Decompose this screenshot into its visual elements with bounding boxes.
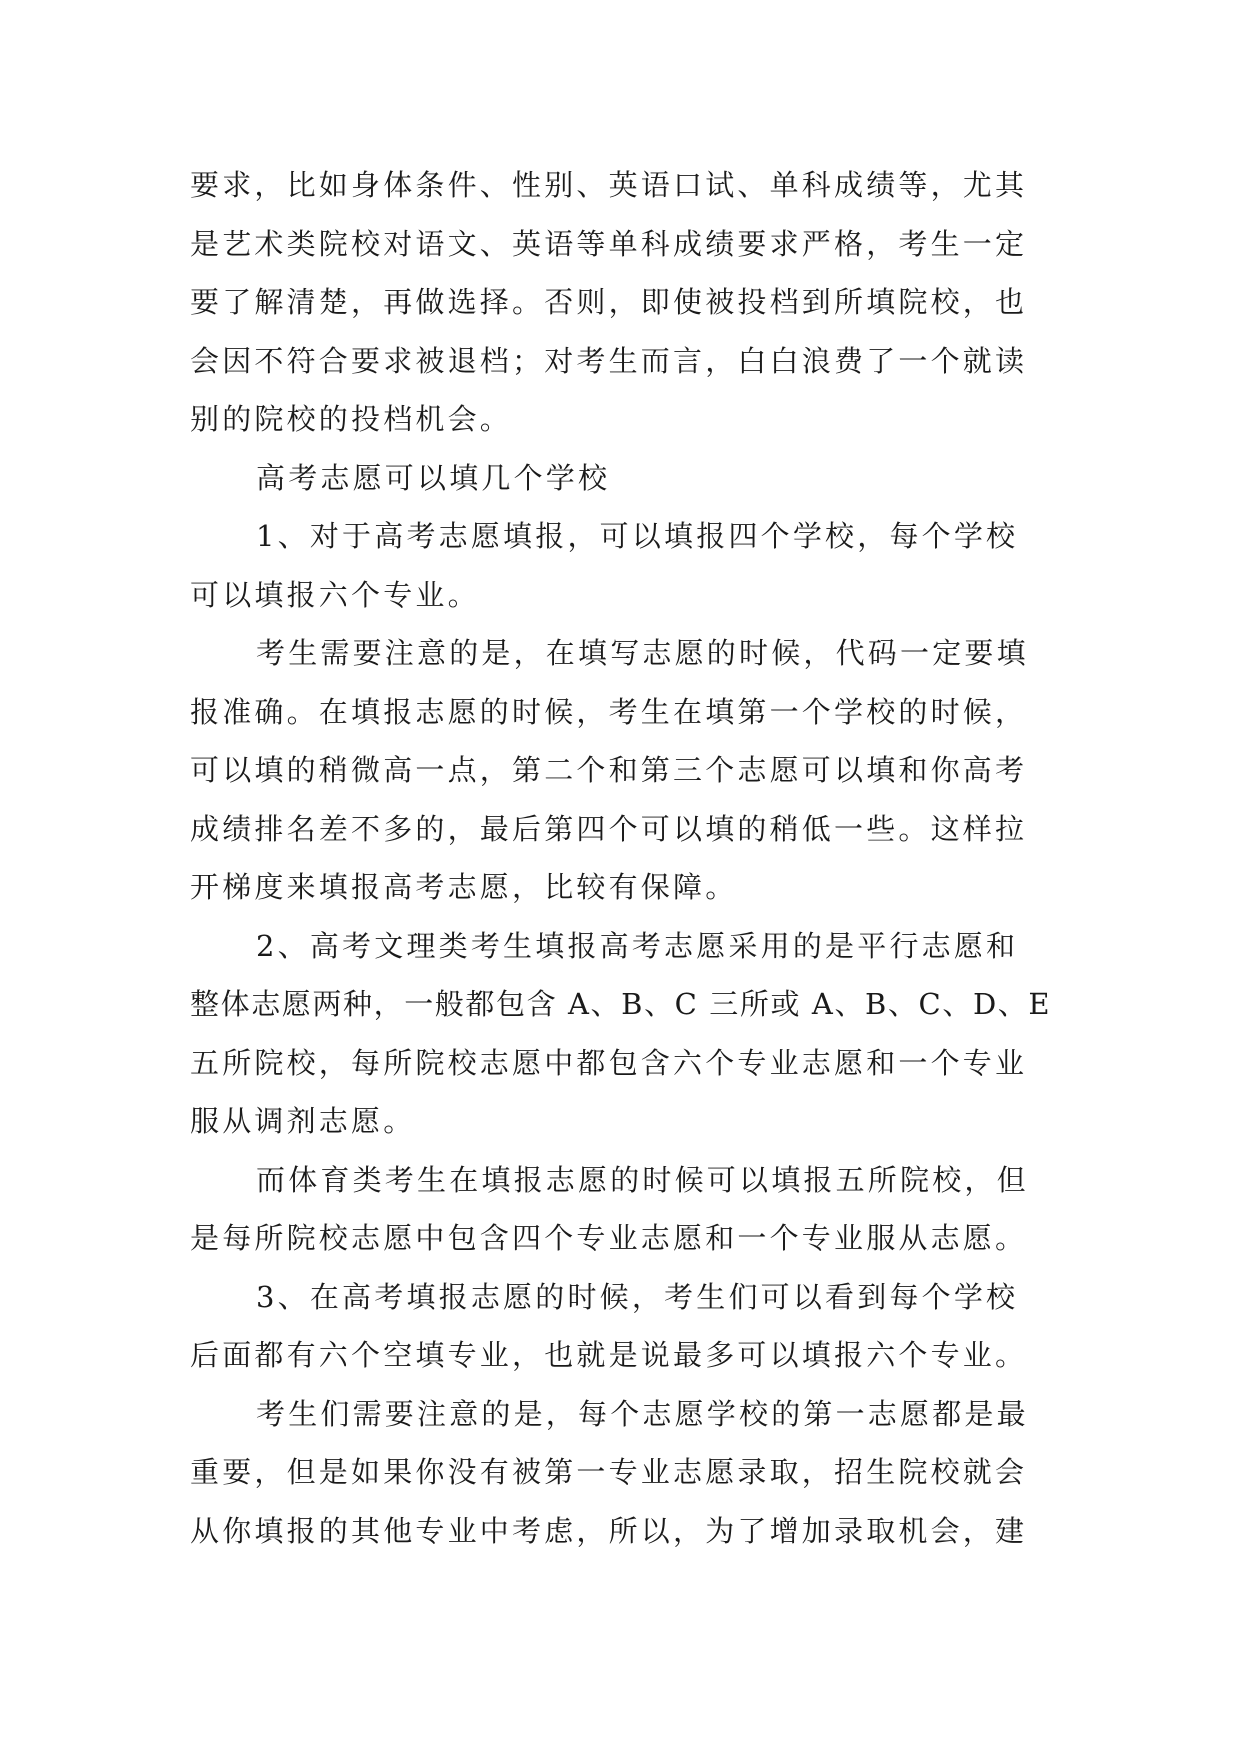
text-line: 开梯度来填报高考志愿，比较有保障。 [190,870,738,904]
text-line: 重要，但是如果你没有被第一专业志愿录取，招生院校就会 [190,1455,1028,1489]
text-line: 整体志愿两种，一般都包含 A、B、C 三所或 A、B、C、D、E [190,987,1052,1021]
text-line: 成绩排名差不多的，最后第四个可以填的稍低一些。这样拉 [190,811,1028,846]
text-line: 别的院校的投档机会。 [190,402,513,436]
text-line: 会因不符合要求被退档；对考生而言，白白浪费了一个就读 [190,343,1028,378]
text-line: 高考志愿可以填几个学校 [256,460,611,495]
text-line: 3、在高考填报志愿的时候，考生们可以看到每个学校 [256,1279,1019,1314]
text-line: 从你填报的其他专业中考虑，所以，为了增加录取机会，建 [190,1513,1028,1548]
text-line: 是每所院校志愿中包含四个专业志愿和一个专业服从志愿。 [190,1221,1028,1255]
text-line: 要求，比如身体条件、性别、英语口试、单科成绩等，尤其 [190,168,1028,202]
text-line: 五所院校，每所院校志愿中都包含六个专业志愿和一个专业 [190,1045,1028,1080]
text-line: 要了解清楚，再做选择。否则，即使被投档到所填院校，也 [190,285,1028,319]
text-line: 可以填的稍微高一点，第二个和第三个志愿可以填和你高考 [190,753,1028,787]
text-line: 2、高考文理类考生填报高考志愿采用的是平行志愿和 [256,928,1019,963]
text-line: 考生需要注意的是，在填写志愿的时候，代码一定要填 [256,636,1029,670]
text-line: 可以填报六个专业。 [190,577,480,612]
text-line: 报准确。在填报志愿的时候，考生在填第一个学校的时候， [190,694,1028,729]
text-line: 1、对于高考志愿填报，可以填报四个学校，每个学校 [256,519,1019,553]
text-line: 而体育类考生在填报志愿的时候可以填报五所院校，但 [256,1162,1029,1197]
text-line: 服从调剂志愿。 [190,1104,416,1138]
document-body [190,156,1052,1560]
text-line: 是艺术类院校对语文、英语等单科成绩要求严格，考生一定 [190,226,1028,261]
text-line: 考生们需要注意的是，每个志愿学校的第一志愿都是最 [256,1396,1029,1431]
text-line: 后面都有六个空填专业，也就是说最多可以填报六个专业。 [190,1338,1028,1372]
